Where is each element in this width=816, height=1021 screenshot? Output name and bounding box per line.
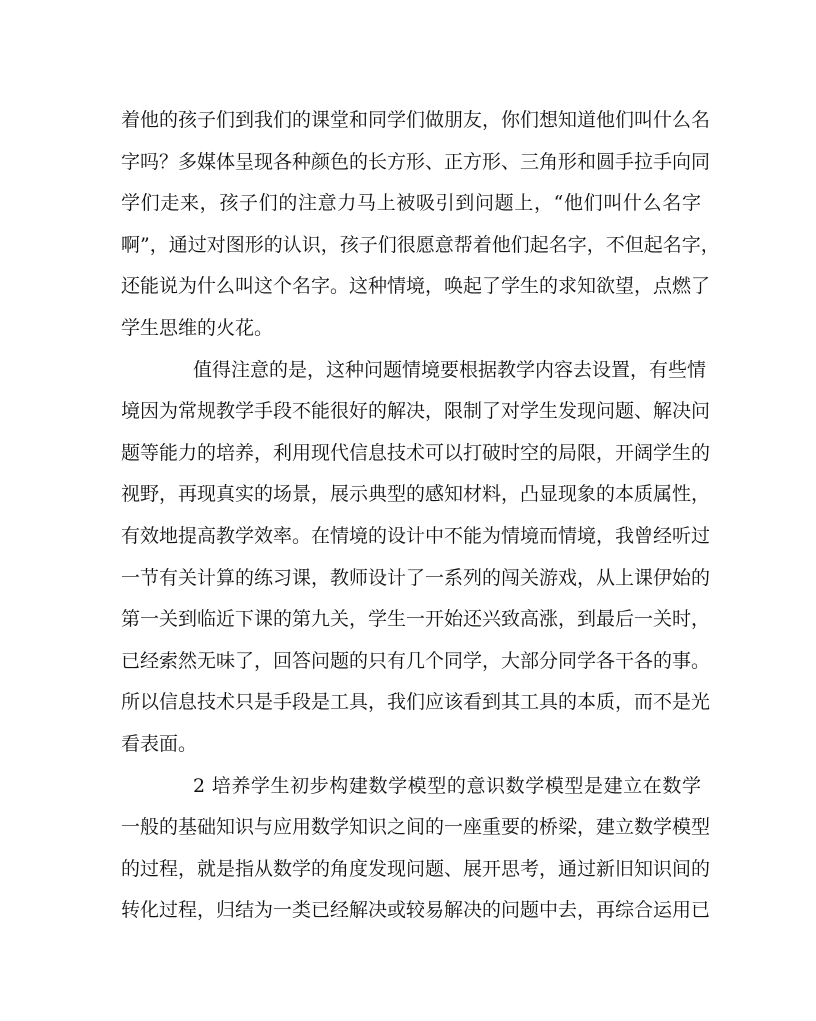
text-line: 啊”，通过对图形的认识，孩子们很愿意帮着他们起名字，不但起名字， bbox=[121, 233, 720, 256]
text-line: 有效地提高教学效率。在情境的设计中不能为情境而情境，我曾经听过 bbox=[121, 524, 711, 547]
text-line: 境因为常规教学手段不能很好的解决，限制了对学生发现问题、解决问 bbox=[121, 400, 711, 423]
paragraph-3 bbox=[121, 766, 711, 932]
text-line: 学们走来，孩子们的注意力马上被吸引到问题上，“他们叫什么名字 bbox=[121, 192, 701, 215]
text-line: 已经索然无味了，回答问题的只有几个同学，大部分同学各干各的事。 bbox=[121, 649, 711, 672]
text-line: 的过程，就是指从数学的角度发现问题、展开思考，通过新旧知识间的 bbox=[121, 857, 711, 880]
text-line: 所以信息技术只是手段是工具，我们应该看到其工具的本质，而不是光 bbox=[121, 691, 711, 714]
text-line: 还能说为什么叫这个名字。这种情境，唤起了学生的求知欲望，点燃了 bbox=[121, 275, 711, 298]
body-text bbox=[121, 100, 720, 932]
text-line: 学生思维的火花。 bbox=[121, 316, 274, 339]
text-line: 视野，再现真实的场景，展示典型的感知材料，凸显现象的本质属性， bbox=[121, 483, 711, 506]
text-line: 转化过程，归结为一类已经解决或较易解决的问题中去，再综合运用已 bbox=[121, 899, 711, 922]
text-line: 着他的孩子们到我们的课堂和同学们做朋友，你们想知道他们叫什么名 bbox=[121, 109, 711, 131]
text-line: 2 培养学生初步构建数学模型的意识数学模型是建立在数学 bbox=[193, 774, 701, 797]
text-line: 一般的基础知识与应用数学知识之间的一座重要的桥梁，建立数学模型 bbox=[121, 816, 711, 839]
text-line: 看表面。 bbox=[121, 732, 198, 755]
text-line: 字吗？多媒体呈现各种颜色的长方形、正方形、三角形和圆手拉手向同 bbox=[121, 150, 711, 173]
text-line: 值得注意的是，这种问题情境要根据教学内容去设置，有些情 bbox=[193, 358, 707, 381]
paragraph-1 bbox=[121, 100, 720, 350]
text-line: 第一关到临近下课的第九关，学生一开始还兴致高涨，到最后一关时， bbox=[121, 608, 711, 631]
text-line: 题等能力的培养，利用现代信息技术可以打破时空的局限，开阔学生的 bbox=[121, 441, 711, 464]
paragraph-2 bbox=[121, 350, 711, 766]
text-line: 一节有关计算的练习课，教师设计了一系列的闯关游戏，从上课伊始的 bbox=[121, 566, 711, 589]
